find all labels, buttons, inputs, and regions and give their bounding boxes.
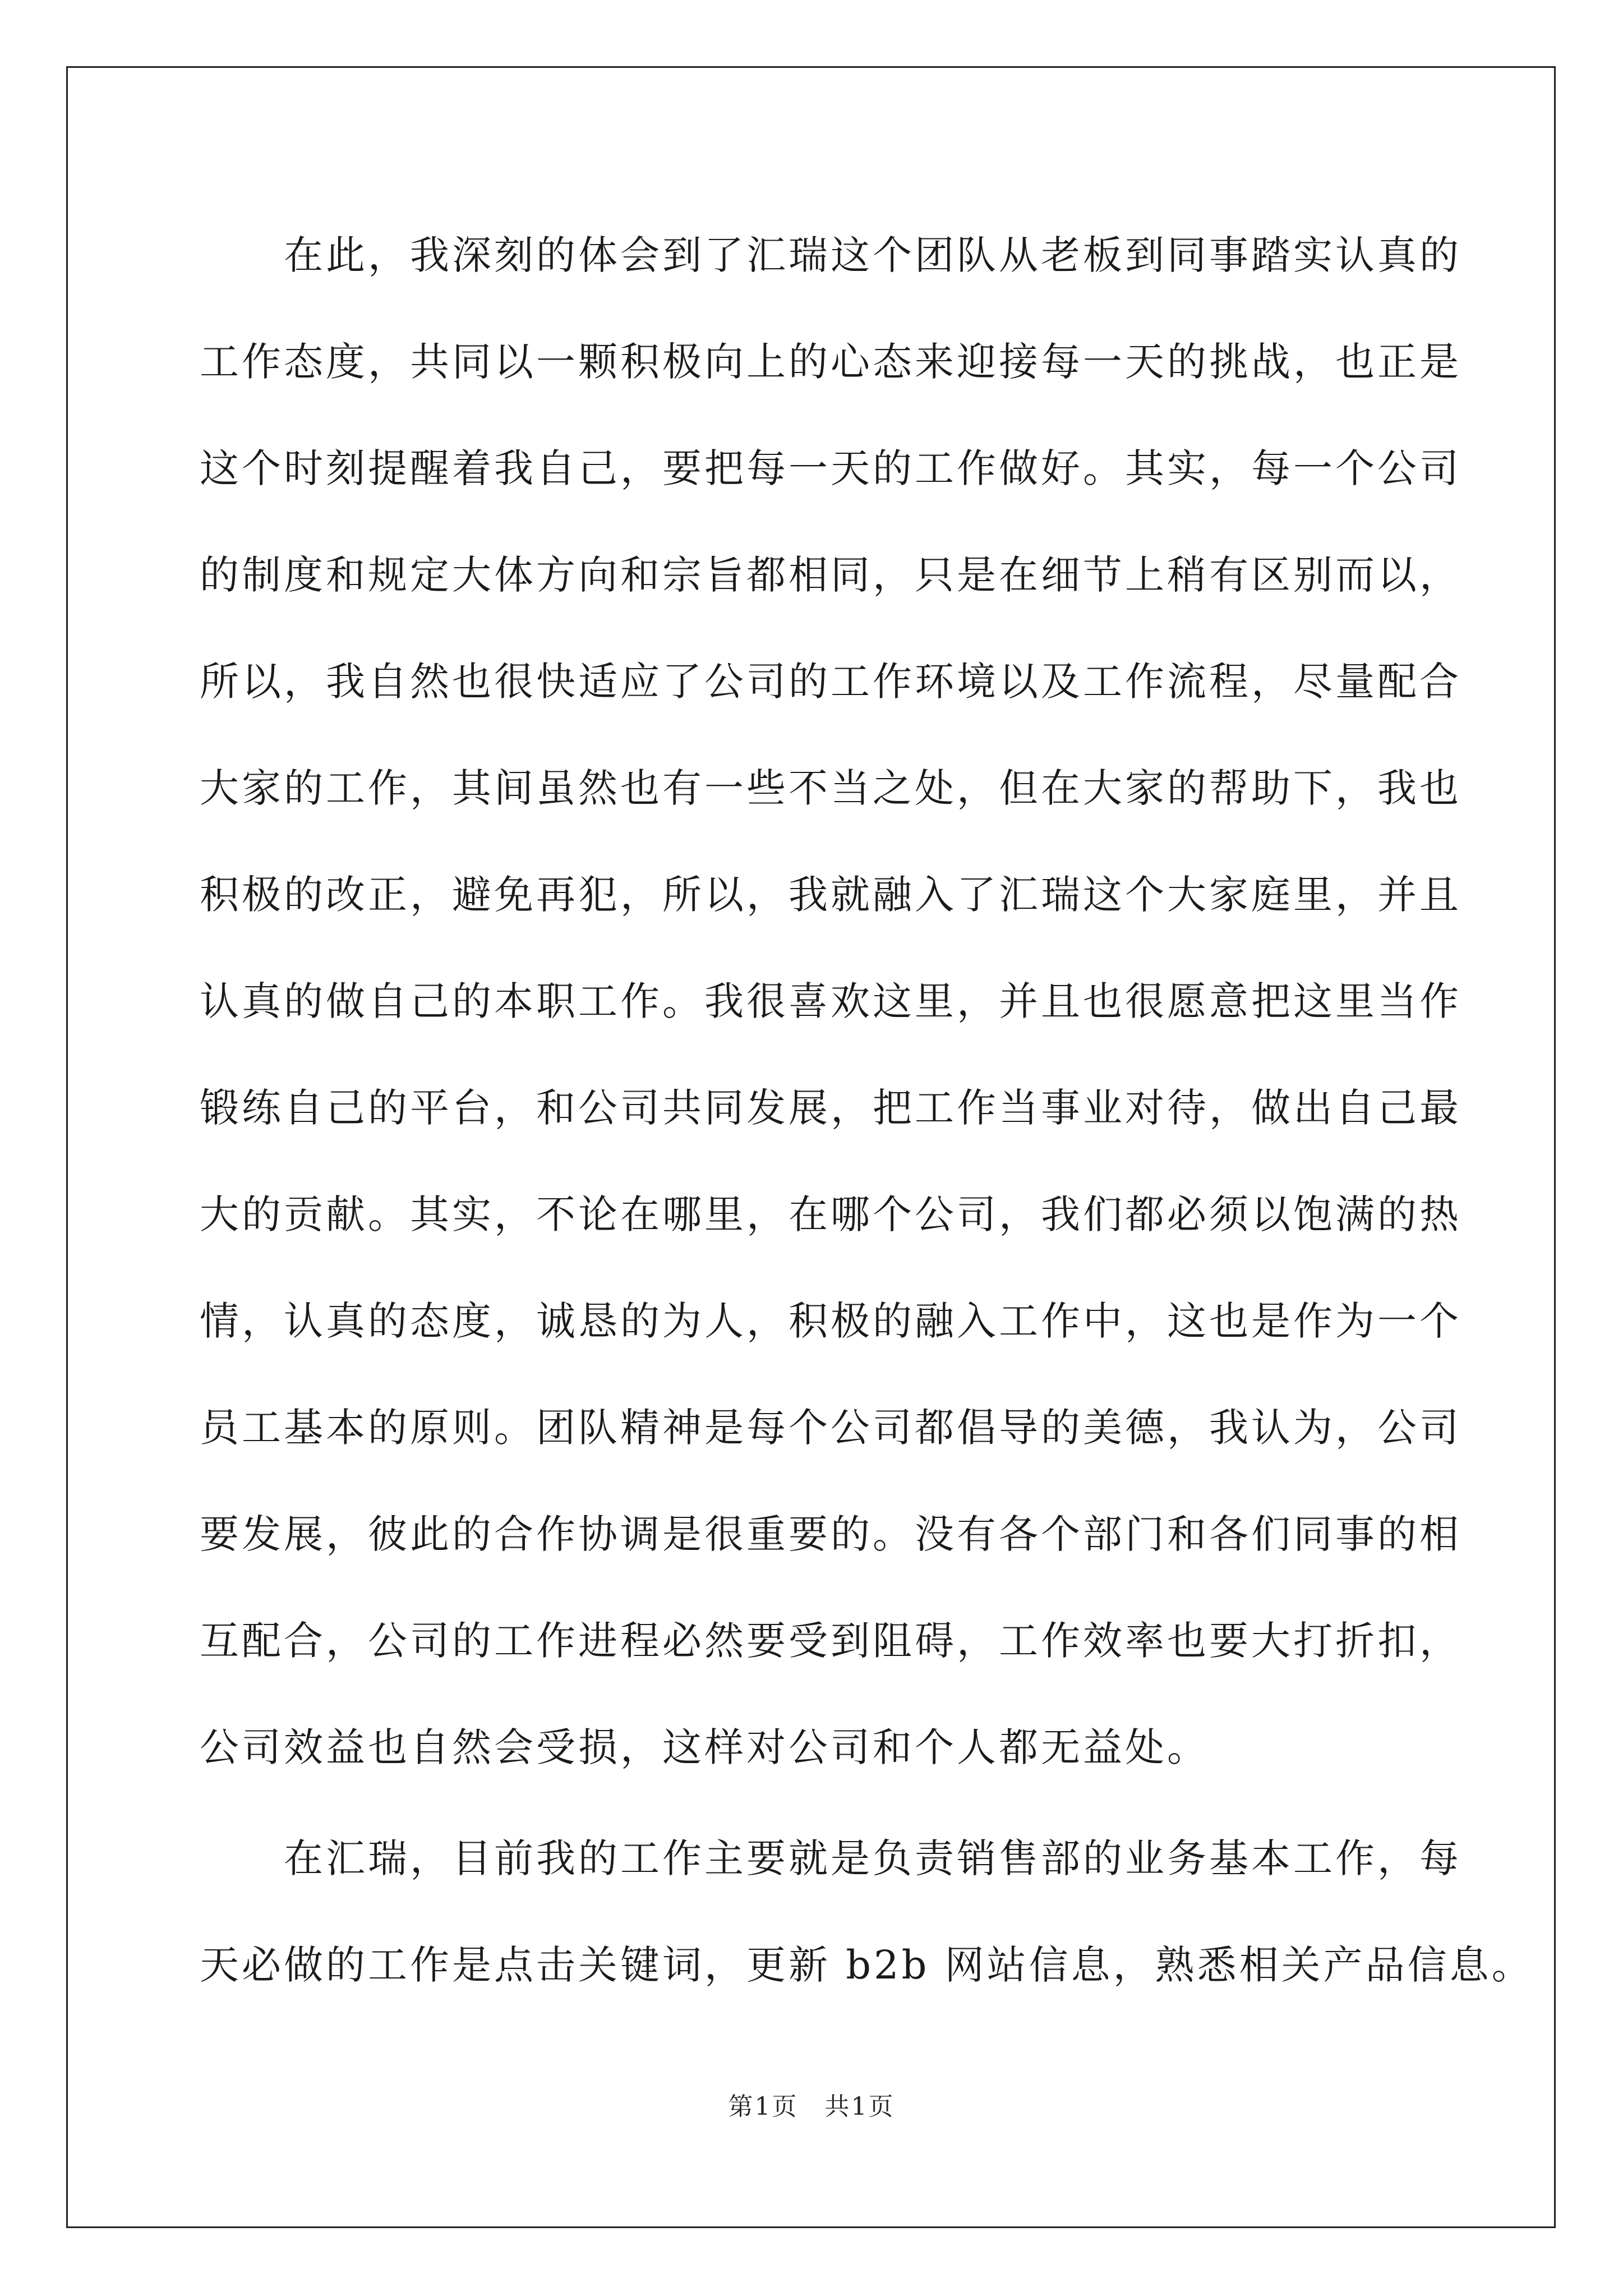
text-line: 天必做的工作是点击关键词，更新 b2b 网站信息，熟悉相关产品信息。	[200, 1942, 1534, 1988]
text-line: 锻练自己的平台，和公司共同发展，把工作当事业对待，做出自己最	[200, 1085, 1461, 1131]
text-line: 所以，我自然也很快适应了公司的工作环境以及工作流程，尽量配合	[200, 659, 1461, 705]
text-line: 情，认真的态度，诚恳的为人，积极的融入工作中，这也是作为一个	[200, 1298, 1461, 1344]
text-line: 这个时刻提醒着我自己，要把每一天的工作做好。其实，每一个公司	[200, 445, 1461, 491]
document-body	[200, 202, 1534, 2018]
text-line: 员工基本的原则。团队精神是每个公司都倡导的美德，我认为，公司	[200, 1405, 1461, 1451]
text-line: 在此，我深刻的体会到了汇瑞这个团队从老板到同事踏实认真的	[284, 232, 1461, 278]
text-line: 认真的做自己的本职工作。我很喜欢这里，并且也很愿意把这里当作	[200, 978, 1461, 1024]
text-line: 大家的工作，其间虽然也有一些不当之处，但在大家的帮助下，我也	[200, 765, 1461, 811]
text-line: 大的贡献。其实，不论在哪里，在哪个公司，我们都必须以饱满的热	[200, 1191, 1461, 1237]
text-line: 要发展，彼此的合作协调是很重要的。没有各个部门和各们同事的相	[200, 1511, 1461, 1557]
paragraph	[200, 202, 1461, 1801]
text-line: 在汇瑞，目前我的工作主要就是负责销售部的业务基本工作，每	[284, 1835, 1461, 1881]
page-number-footer: 第1页 共1页	[728, 2092, 895, 2121]
paragraph	[200, 1805, 1534, 2018]
text-line: 积极的改正，避免再犯，所以，我就融入了汇瑞这个大家庭里，并且	[200, 872, 1461, 918]
text-line: 的制度和规定大体方向和宗旨都相同，只是在细节上稍有区别而以，	[200, 552, 1461, 598]
text-line: 工作态度，共同以一颗积极向上的心态来迎接每一天的挑战，也正是	[200, 339, 1461, 385]
text-line: 公司效益也自然会受损，这样对公司和个人都无益处。	[200, 1724, 1209, 1770]
text-line: 互配合，公司的工作进程必然要受到阻碍，工作效率也要大打折扣，	[200, 1618, 1461, 1664]
